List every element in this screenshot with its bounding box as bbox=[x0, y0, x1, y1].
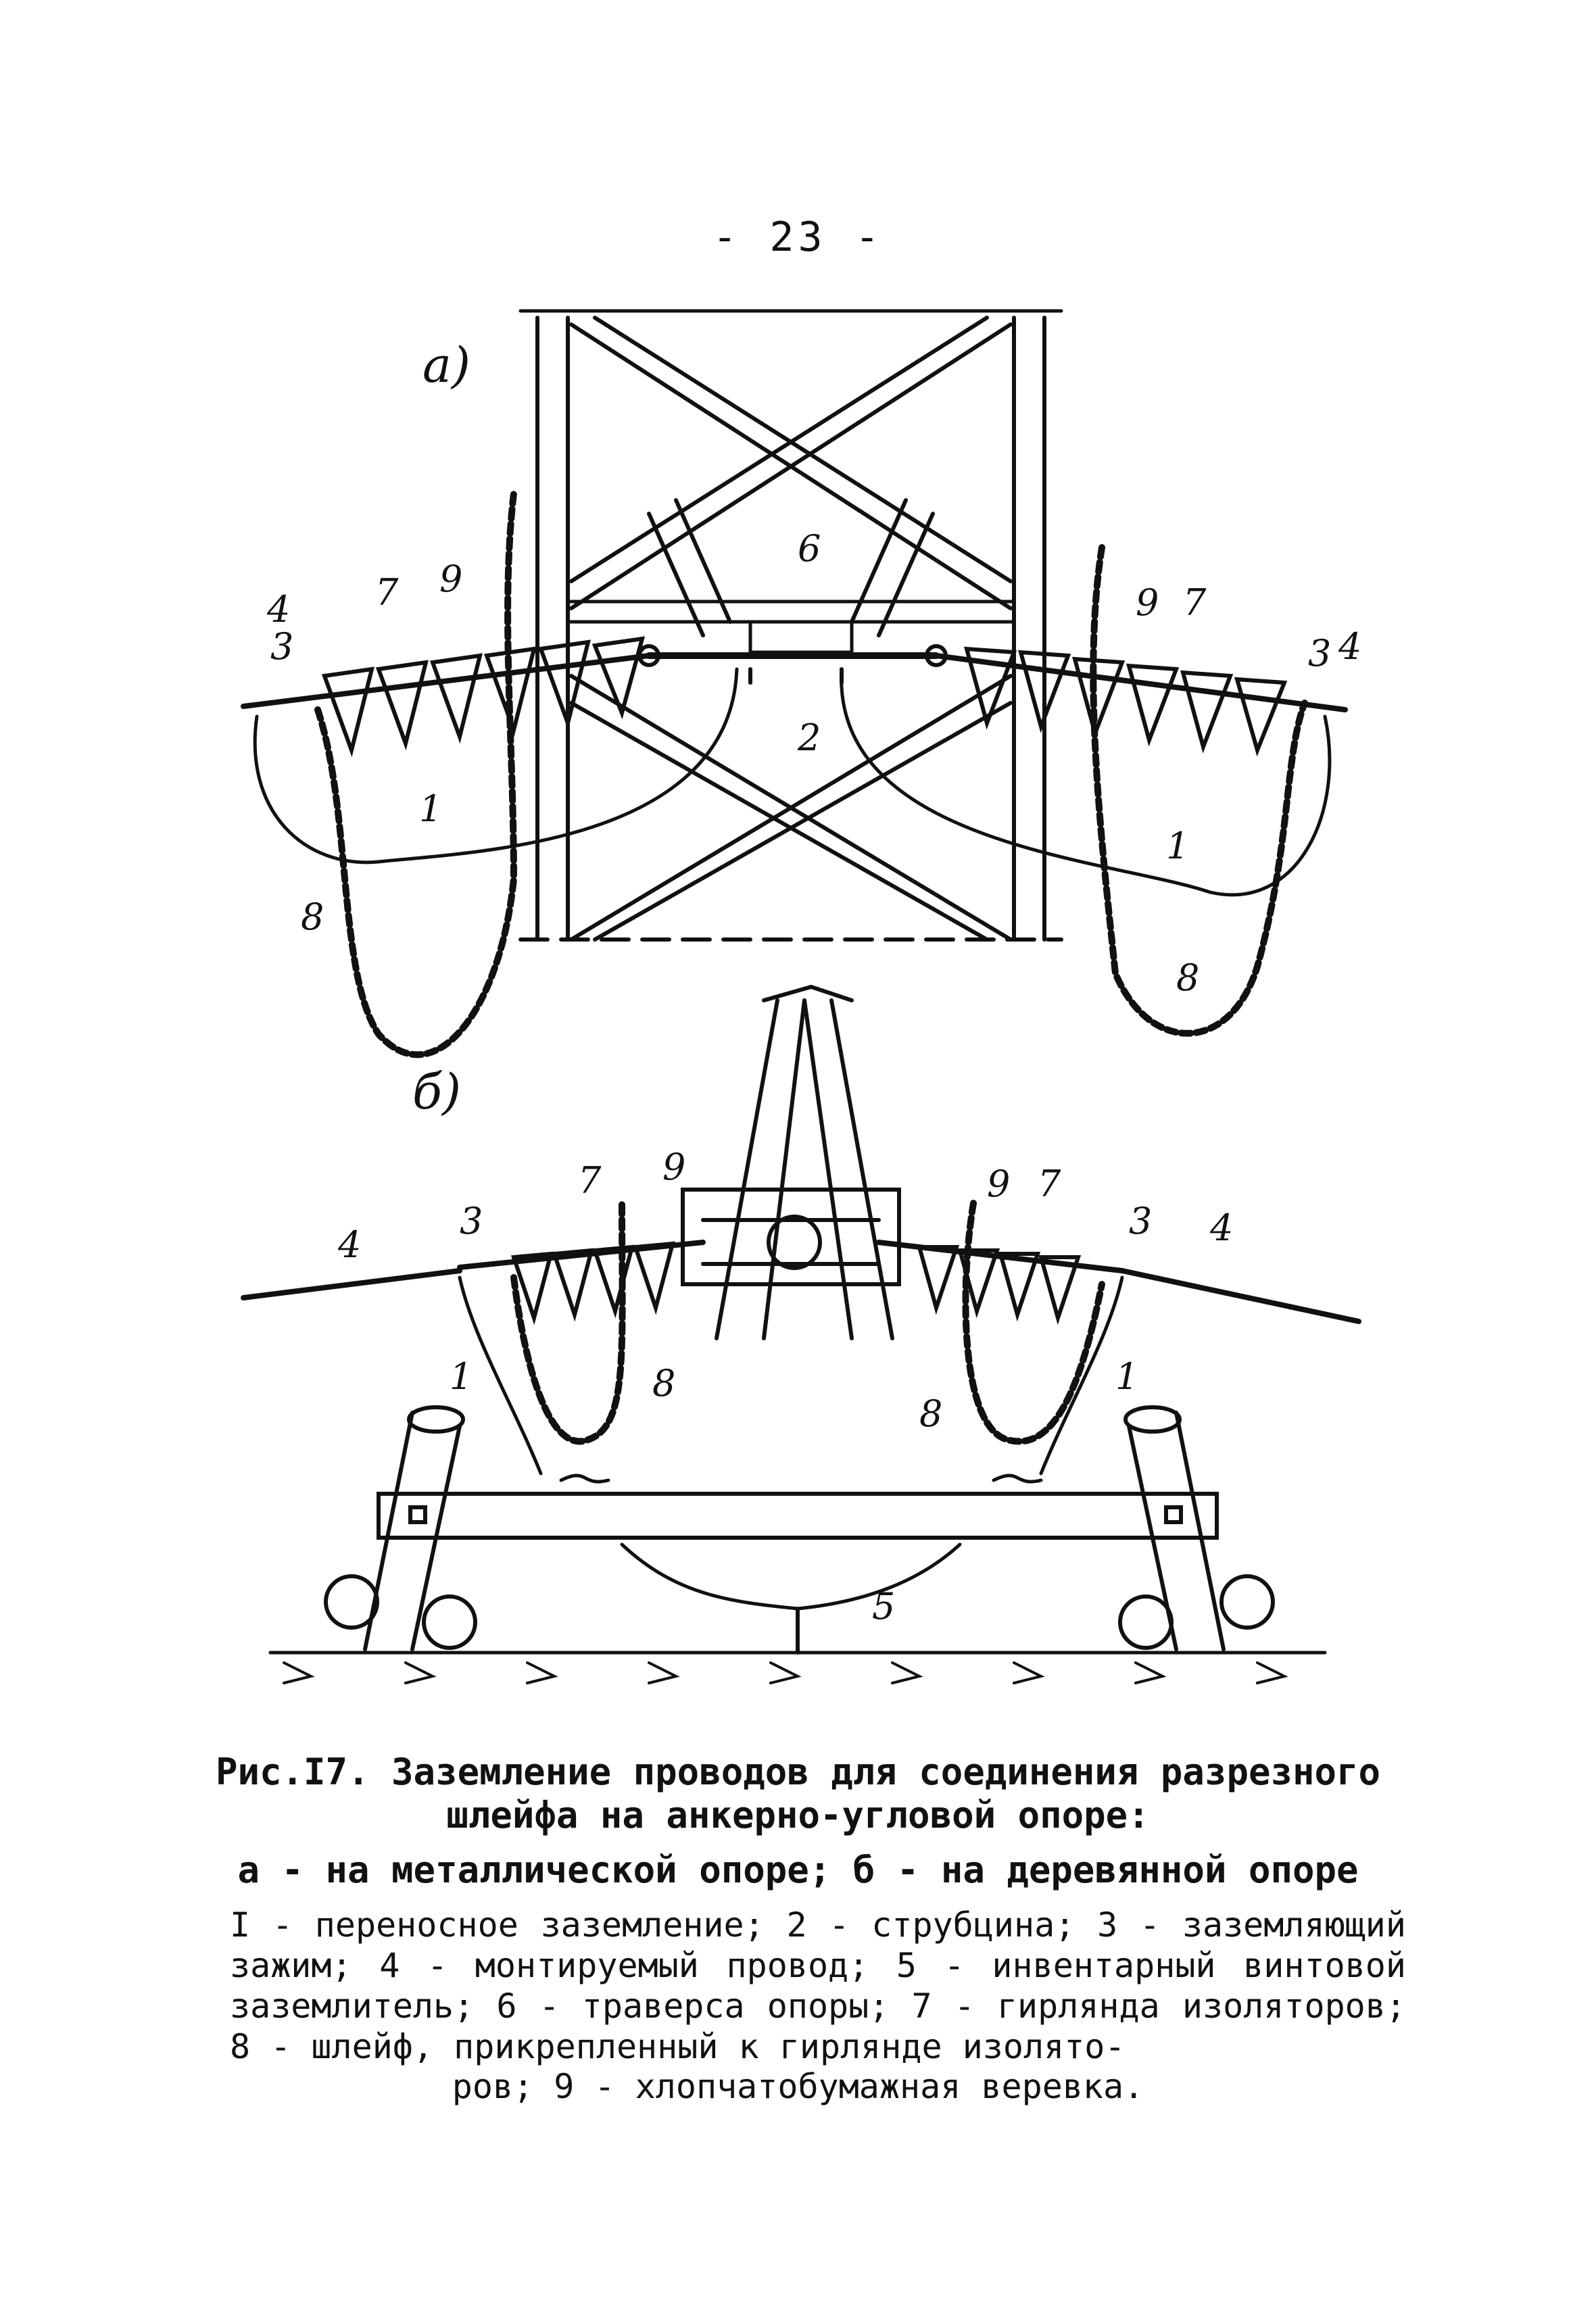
callout-3-left-a: 3 bbox=[270, 625, 294, 668]
insulator-string-right-a bbox=[936, 649, 1345, 750]
callout-1-right-a: 1 bbox=[1166, 825, 1190, 867]
callout-8-right-b: 8 bbox=[919, 1392, 943, 1435]
conductor-right-b bbox=[1122, 1271, 1359, 1321]
figure-legend: I - переносное заземление; 2 - струбцина; 3 - заземляющий зажим; 4 - монтируемый провод; 5 - инвентарный винтовой заземлитель; 6 - траверса опоры; 7 - гирлянда изоляторов; 8 - шлейф, прикрепленный к гирлянде изолято- bbox=[230, 1905, 1406, 2066]
insulator-string-left-b bbox=[460, 1242, 703, 1318]
callout-9-right-a: 9 bbox=[1136, 581, 1159, 624]
callout-7-right-b: 7 bbox=[1038, 1163, 1061, 1205]
panel-a-label: а) bbox=[422, 337, 471, 393]
callout-1-left-b: 1 bbox=[450, 1355, 473, 1398]
panel-b-label: б) bbox=[412, 1063, 462, 1120]
insulator-string-right-b bbox=[879, 1242, 1122, 1318]
callout-9-left-b: 9 bbox=[662, 1146, 686, 1188]
callout-4-right-b: 4 bbox=[1210, 1207, 1234, 1249]
callout-7-right-a: 7 bbox=[1183, 581, 1207, 624]
figure-legend-end: ров; 9 - хлопчатобумажная веревка. bbox=[452, 2067, 1144, 2106]
loop-cable-right-b bbox=[965, 1203, 1102, 1442]
conductor-left-b bbox=[243, 1271, 460, 1298]
callout-4-left-a: 4 bbox=[267, 588, 291, 631]
caption-title-line-1: Рис.I7. Заземление проводов для соединения разрезного bbox=[215, 1751, 1381, 1793]
callout-3-right-b: 3 bbox=[1129, 1200, 1153, 1242]
callout-8-right-a: 8 bbox=[1176, 956, 1200, 999]
callout-8-left-a: 8 bbox=[301, 896, 324, 938]
callout-3-right-a: 3 bbox=[1308, 632, 1332, 675]
callout-1-right-b: 1 bbox=[1115, 1355, 1139, 1398]
callout-2-a: 2 bbox=[798, 716, 821, 759]
callout-4-right-a: 4 bbox=[1338, 625, 1362, 668]
page-number: - 23 - bbox=[712, 214, 884, 261]
callout-7-left-a: 7 bbox=[375, 571, 399, 614]
callout-1-left-a: 1 bbox=[419, 787, 443, 830]
callout-8-left-b: 8 bbox=[652, 1362, 676, 1405]
callout-3-left-b: 3 bbox=[460, 1200, 483, 1242]
ground-frame bbox=[270, 1407, 1325, 1683]
callout-6-a: 6 bbox=[798, 527, 821, 570]
metal-tower-drawing bbox=[521, 311, 1061, 940]
callout-9-left-a: 9 bbox=[439, 558, 463, 600]
figure-caption-title bbox=[0, 1751, 1596, 1837]
loop-cable-left-a bbox=[318, 493, 514, 1054]
insulator-string-left-a bbox=[243, 639, 649, 750]
callout-5-b: 5 bbox=[872, 1585, 896, 1628]
loop-cable-left-b bbox=[514, 1203, 623, 1442]
callout-4-left-b: 4 bbox=[338, 1223, 362, 1266]
caption-title-line-2: шлейфа на анкерно-угловой опоре: bbox=[446, 1794, 1150, 1836]
figure-caption-subtitle: а - на металлической опоре; б - на деревянной опоре bbox=[237, 1849, 1359, 1891]
wooden-pole-drawing bbox=[683, 987, 899, 1338]
callout-7-left-b: 7 bbox=[578, 1159, 602, 1202]
callout-9-right-b: 9 bbox=[987, 1163, 1011, 1205]
